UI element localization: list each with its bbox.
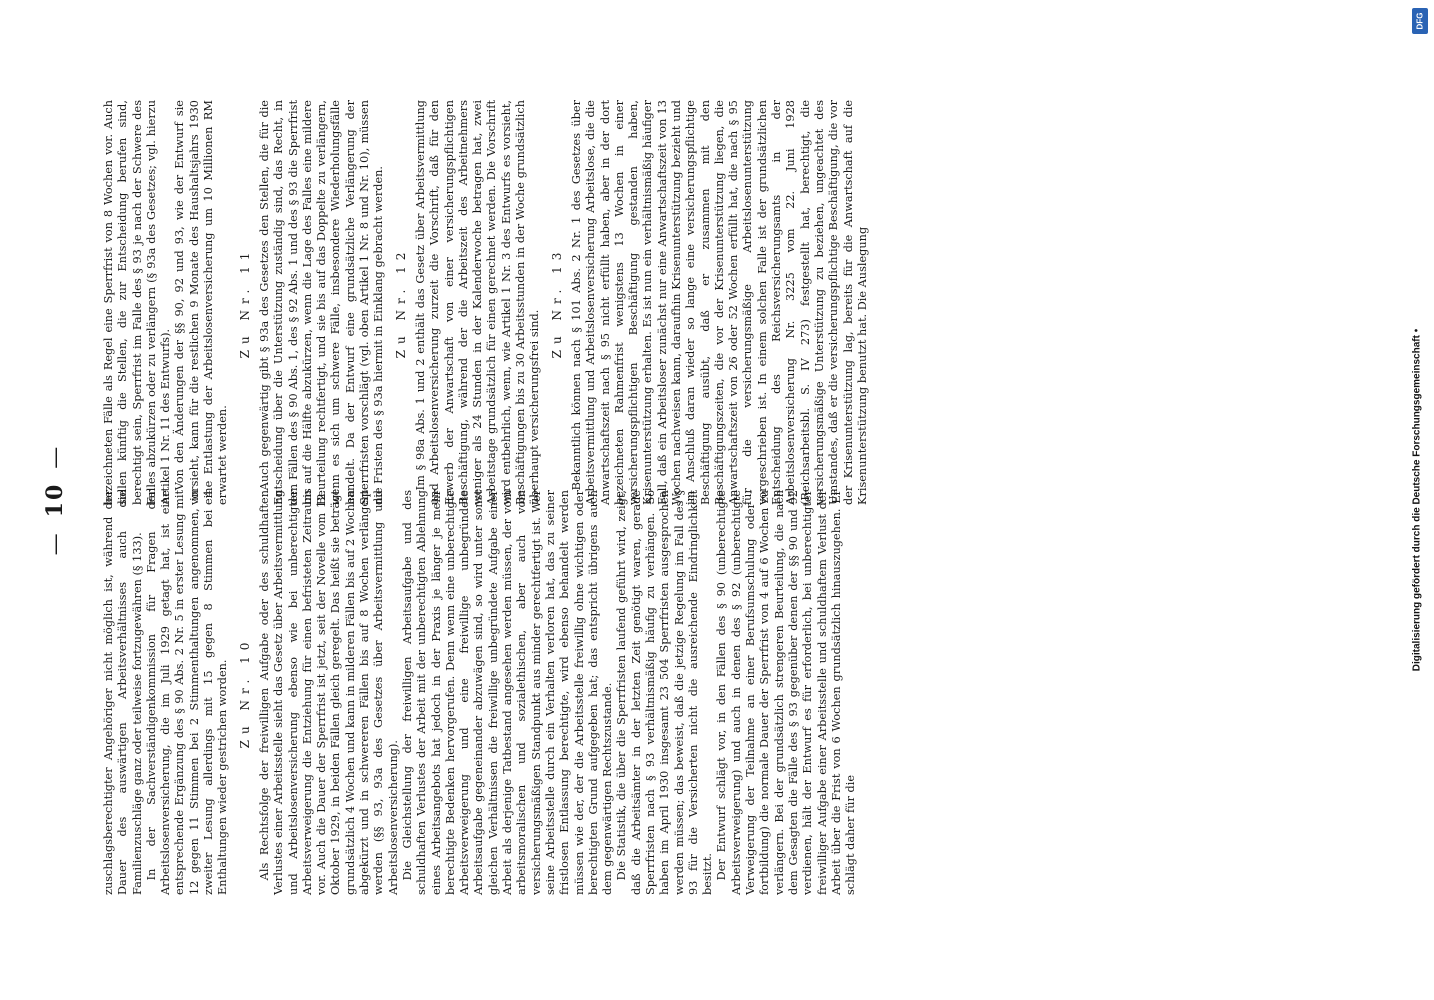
left-column — [102, 490, 858, 895]
right-paragraph-5: Bekanntlich können nach § 101 Abs. 2 Nr. 1 des Gesetzes über Arbeitsvermittlung und Arbeitslosenversicherung Arbeitslose, die die Anwartschaftszeit nach § 95 nicht erfüllt haben, aber in der dort bezeichneten Rahmenfrist wenigstens 13 Wochen in einer versicherungspflichtigen Beschäftigung gestanden haben, Krisenunterstützung erhalten. Es ist nun ein verhältnismäßig häufiger Fall, daß ein Arbeitsloser zunächst nur eine Anwartschaftszeit von 13 Wochen nachweisen kann, daraufhin Krisenunterstützung bezieht und im Anschluß daran wieder so lange eine versicherungspflichtige Beschäftigung ausübt, daß er zusammen mit den Beschäftigungszeiten, die vor der Krisenunterstützung liegen, die Anwartschaftszeit von 26 oder 52 Wochen erfüllt hat, die nach § 95 für die versicherungsmäßige Arbeitslosenunterstützung vorgeschrieben ist. In einem solchen Falle ist der grundsätzlichen Entscheidung des Reichsversicherungsamts in der Arbeitslosenversicherung Nr. 3225 vom 22. Juni 1928 (Reichsarbeitsbl. S. IV 273) festgestellt hat, berechtigt, die versicherungsmäßige Unterstützung zu beziehen, ungeachtet des Umstandes, daß er die versicherungspflichtige Beschäftigung, die vor der Krisenunterstützung lag, bereits für die Anwartschaft auf die Krisenunterstützung benutzt hat. Die Auslegung — [569, 100, 869, 505]
page-number: 10 — [42, 482, 68, 518]
right-paragraph-3: Auch gegenwärtig gibt § 93a des Gesetzes den Stellen, die für die Entscheidung über die Unterstützung zuständig sind, das Recht, in den Fällen des § 90 Abs. 1, des § 92 Abs. 1 und des § 93 die Sperrfrist bis auf die Hälfte abzukürzen, wenn die Lage des Falles eine mildere Beurteilung rechtfertigt, und sie bis auf das Doppelte zu verlängern, wenn es sich um schwere Fälle, insbesondere Wiederholungsfälle handelt. Da der Entwurf eine grundsätzliche Verlängerung der Sperrfristen vorschlägt (vgl. oben Artikel 1 Nr. 8 und Nr. 10), müssen die Fristen des § 93a hiermit in Einklang gebracht werden. — [257, 100, 386, 505]
section-heading-nr13: Zu Nr. 13 — [549, 246, 564, 359]
dfg-logo-text: DFG — [1415, 12, 1425, 30]
left-paragraph-4: Die Gleichstellung der freiwilligen Arbeitsaufgabe und des schuldhaften Verlustes der Arbeit mit der unberechtigten Ablehnung eines Arbeitsangebots hat jedoch in der Praxis je länger je mehr berechtigte Bedenken hervorgerufen. Denn wenn eine unberechtigte Arbeitsverweigerung und eine freiwillige unbegründete Arbeitsaufgabe gegeneinander abzuwägen sind, so wird unter sonst gleichen Verhältnissen die freiwillige unbegründete Aufgabe einer Arbeit als derjenige Tatbestand angesehen werden müssen, der vom arbeitsmoralischen und sozialethischen, aber auch vom versicherungsmäßigen Standpunkt aus minder gerechtfertigt ist. Wer seine Arbeitsstelle durch ein Verhalten verloren hat, das zu seiner fristlosen Entlassung berechtigte, wird ebenso behandelt werden müssen wie der, der die Arbeitsstelle freiwillig ohne wichtigen oder berechtigten Grund aufgegeben hat; das entspricht übrigens auch dem gegenwärtigen Rechtszustande. — [400, 490, 615, 895]
header-dash-right: — — [43, 444, 68, 469]
section-heading-nr11: Zu Nr. 11 — [237, 246, 252, 359]
left-paragraph-1: zuschlagsberechtigter Angehöriger nicht möglich ist, während der Dauer des auswärtigen Arbeitsverhältnisses auch die Familienzuschläge ganz oder teilweise fortzugewähren (§ 133). — [102, 490, 144, 895]
digitization-notice-text: Digitalisierung gefördert durch die Deutsche Forschungsgemeinschaft • — [1411, 328, 1423, 672]
digitization-notice — [1402, 5, 1432, 995]
right-paragraph-2: Von den Änderungen der §§ 90, 92 und 93, wie der Entwurf sie vorsieht, kann für die restlichen 9 Monate des Haushaltsjahrs 1930 eine Entlastung der Arbeitslosenversicherung um 10 Millionen RM erwartet werden. — [173, 100, 230, 505]
header-dash-left: — — [43, 531, 68, 556]
left-paragraph-2: In der Sachverständigenkommission für Fragen der Arbeitslosenversicherung, die im Juli 1929 getagt hat, ist eine entsprechende Ergänzung des § 90 Abs. 2 Nr. 5 in erster Lesung mit 12 gegen 11 Stimmen bei 2 Stimmenthaltungen angenommen, in zweiter Lesung allerdings mit 15 gegen 8 Stimmen bei 4 Enthaltungen wieder gestrichen worden. — [144, 490, 230, 895]
page-header — [42, 50, 68, 950]
left-paragraph-5: Die Statistik, die über die Sperrfristen laufend geführt wird, zeigt, daß die Arbeitsämter in der letzten Zeit genötigt waren, gerade Sperrfristen nach § 93 verhältnismäßig häufig zu verhängen. So haben im April 1930 insgesamt 23 504 Sperrfristen ausgesprochen werden müssen; das beweist, daß die jetzige Regelung im Fall des § 93 für die Versicherten nicht die ausreichende Eindringlichkeit besitzt. — [615, 490, 715, 895]
left-paragraph-6: Der Entwurf schlägt vor, in den Fällen des § 90 (unberechtigte Arbeitsverweigerung) und auch in denen des § 92 (unberechtigte Verweigerung der Teilnahme an einer Berufsumschulung oder -fortbildung) die normale Dauer der Sperrfrist von 4 auf 6 Wochen zu verlängern. Bei der grundsätzlich strengeren Beurteilung, die nach dem Gesagten die Fälle des § 93 gegenüber denen der §§ 90 und 92 verdienen, hält der Entwurf es für erforderlich, bei unberechtigter freiwilliger Aufgabe einer Arbeitsstelle und schuldhaftem Verlust der Arbeit über die Frist von 6 Wochen grundsätzlich hinauszugehen. Er schlägt daher für die — [715, 490, 858, 895]
right-column — [102, 100, 869, 505]
section-heading-nr10: Zu Nr. 10 — [237, 636, 252, 749]
left-paragraph-3: Als Rechtsfolge der freiwilligen Aufgabe oder des schuldhaften Verlustes einer Arbeitsstelle sieht das Gesetz über Arbeitsvermittlung und Arbeitslosenversicherung ebenso wie bei unberechtigter Arbeitsverweigerung die Entziehung für einen befristeten Zeitraum vor. Auch die Dauer der Sperrfrist ist jetzt, seit der Novelle vom 12. Oktober 1929, in beiden Fällen gleich geregelt. Das heißt sie beträgt grundsätzlich 4 Wochen und kann in milderen Fällen bis auf 2 Wochen abgekürzt und in schwereren Fällen bis auf 8 Wochen verlängert werden (§§ 93, 93a des Gesetzes über Arbeitsvermittlung und Arbeitslosenversicherung). — [257, 490, 400, 895]
right-paragraph-1: bezeichneten Fälle als Regel eine Sperrfrist von 8 Wochen vor. Auch sollen künftig die Stellen, die zur Entscheidung berufen sind, berechtigt sein, Sperrfrist im Falle des § 93 je nach der Schwere des Falles abzukürzen oder zu verlängern (§ 93a des Gesetzes; vgl. hierzu Artikel 1 Nr. 11 des Entwurfs). — [102, 100, 173, 505]
right-paragraph-4: Im § 98a Abs. 1 und 2 enthält das Gesetz über Arbeitsvermittlung und Arbeitslosenversicherung zurzeit die Vorschrift, daß für den Erwerb der Anwartschaft von einer versicherungspflichtigen Beschäftigung, während der die Arbeitszeit des Arbeitnehmers weniger als 24 Stunden in der Kalenderwoche betragen hat, zwei Arbeitstage grundsätzlich für einen gerechnet werden. Die Vorschrift wird entbehrlich, wenn, wie Artikel 1 Nr. 3 des Entwurfs es vorsieht, Beschäftigungen bis zu 30 Arbeitsstunden in der Woche grundsätzlich überhaupt versicherungsfrei sind. — [413, 100, 542, 505]
section-heading-nr12: Zu Nr. 12 — [393, 246, 408, 359]
scanned-page — [7, 50, 1427, 950]
